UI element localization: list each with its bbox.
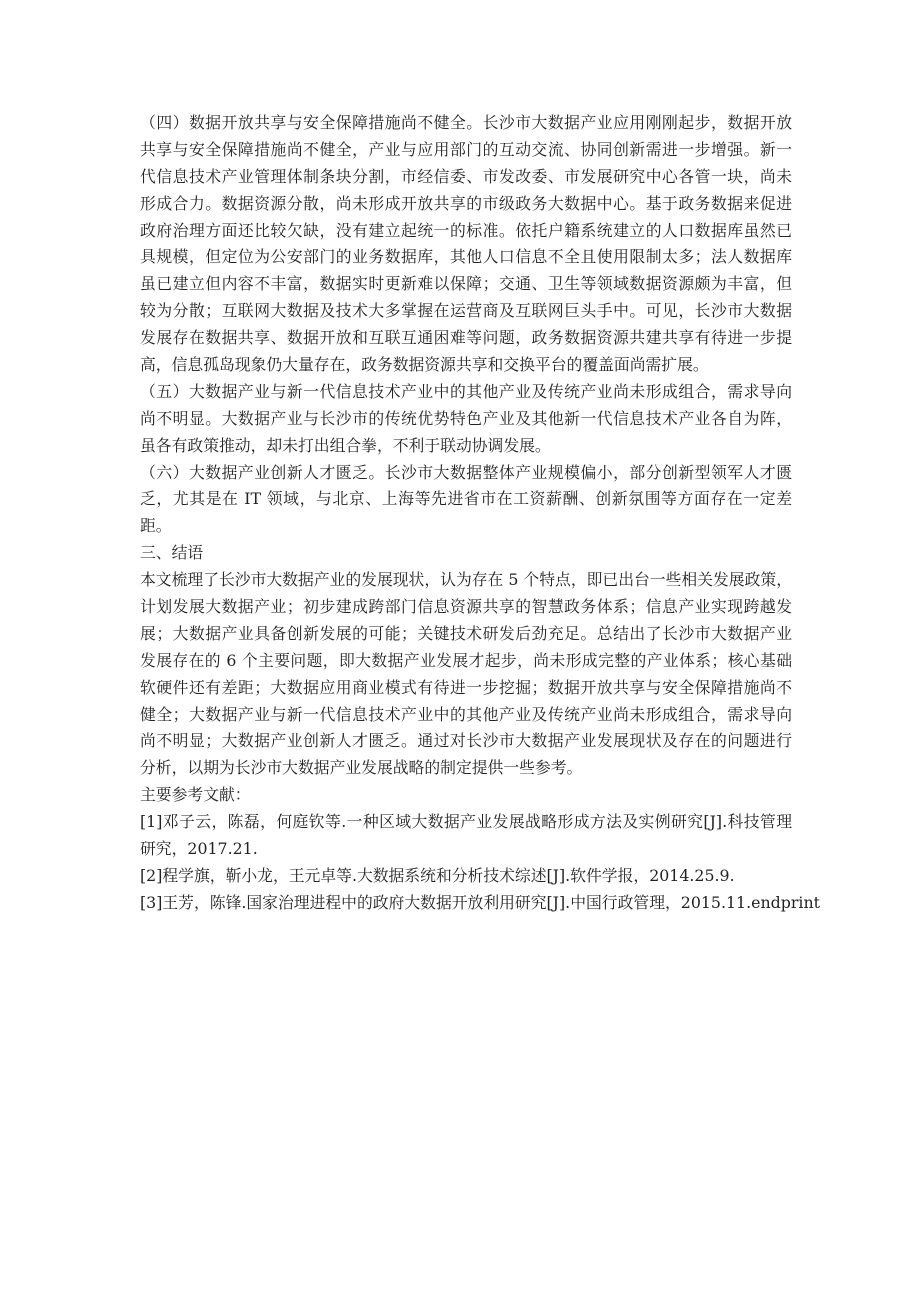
text-line: 分析，以期为长沙市大数据产业发展战略的制定提供一些参考。 (140, 758, 583, 778)
text-line: 高，信息孤岛现象仍大量存在，政务数据资源共享和交换平台的覆盖面尚需扩展。 (140, 355, 709, 375)
reference-item: [2]程学旗，靳小龙，王元卓等.大数据系统和分析技术综述[J].软件学报，2014.25.9. (140, 865, 735, 885)
text-line: （六）大数据产业创新人才匮乏。长沙市大数据整体产业规模偏小，部分创新型领军人才匮 (140, 462, 792, 482)
reference-item: 研究，2017.21. (140, 839, 258, 859)
section-heading: 三、结语 (140, 543, 204, 563)
text-line: 尚不明显。大数据产业与长沙市的传统优势特色产业及其他新一代信息技术产业各自为阵， (140, 408, 792, 428)
text-line: 乏，尤其是在 IT 领域，与北京、上海等先进省市在工资薪酬、创新氛围等方面存在一定差 (140, 489, 792, 509)
text-line: 软硬件还有差距；大数据应用商业模式有待进一步挖掘；数据开放共享与安全保障措施尚不 (140, 677, 792, 697)
text-line: 具规模，但定位为公安部门的业务数据库，其他人口信息不全且使用限制太多；法人数据库 (140, 247, 792, 267)
text-line: 代信息技术产业管理体制条块分割，市经信委、市发改委、市发展研究中心各管一块，尚未 (140, 166, 792, 186)
text-line: 较为分散；互联网大数据及技术大多掌握在运营商及互联网巨头手中。可见，长沙市大数据 (140, 301, 792, 321)
text-line: （五）大数据产业与新一代信息技术产业中的其他产业及传统产业尚未形成组合，需求导向 (140, 381, 792, 401)
reference-item: [3]王芳，陈锋.国家治理进程中的政府大数据开放利用研究[J].中国行政管理，2015.11.endprint (140, 892, 820, 912)
references-heading: 主要参考文献： (140, 785, 251, 805)
text-line: 计划发展大数据产业；初步建成跨部门信息资源共享的智慧政务体系；信息产业实现跨越发 (140, 597, 792, 617)
text-line: 发展存在的 6 个主要问题，即大数据产业发展才起步，尚未形成完整的产业体系；核心基础 (140, 650, 792, 670)
text-line: 虽各有政策推动，却未打出组合拳，不利于联动协调发展。 (140, 435, 551, 455)
text-line: 虽已建立但内容不丰富，数据实时更新难以保障；交通、卫生等领域数据资源颇为丰富，但 (140, 274, 792, 294)
text-line: 尚不明显；大数据产业创新人才匮乏。通过对长沙市大数据产业发展现状及存在的问题进行 (140, 731, 792, 751)
reference-item: [1]邓子云，陈磊，何庭钦等.一种区域大数据产业发展战略形成方法及实例研究[J].科技管理 (140, 812, 792, 832)
text-line: （四）数据开放共享与安全保障措施尚不健全。长沙市大数据产业应用刚刚起步，数据开放 (140, 113, 792, 132)
text-line: 形成合力。数据资源分散，尚未形成开放共享的市级政务大数据中心。基于政务数据来促进 (140, 193, 792, 213)
text-line: 距。 (140, 516, 172, 536)
text-line: 本文梳理了长沙市大数据产业的发展现状，认为存在 5 个特点，即已出台一些相关发展政策， (140, 570, 792, 590)
text-line: 展；大数据产业具备创新发展的可能；关键技术研发后劲充足。总结出了长沙市大数据产业 (140, 623, 792, 643)
text-line: 共享与安全保障措施尚不健全，产业与应用部门的互动交流、协同创新需进一步增强。新一 (140, 139, 792, 159)
text-line: 发展存在数据共享、数据开放和互联互通困难等问题，政务数据资源共建共享有待进一步提 (140, 328, 792, 348)
document-body (140, 110, 820, 917)
text-line: 健全；大数据产业与新一代信息技术产业中的其他产业及传统产业尚未形成组合，需求导向 (140, 704, 792, 724)
text-line: 政府治理方面还比较欠缺，没有建立起统一的标准。依托户籍系统建立的人口数据库虽然已 (140, 220, 792, 240)
